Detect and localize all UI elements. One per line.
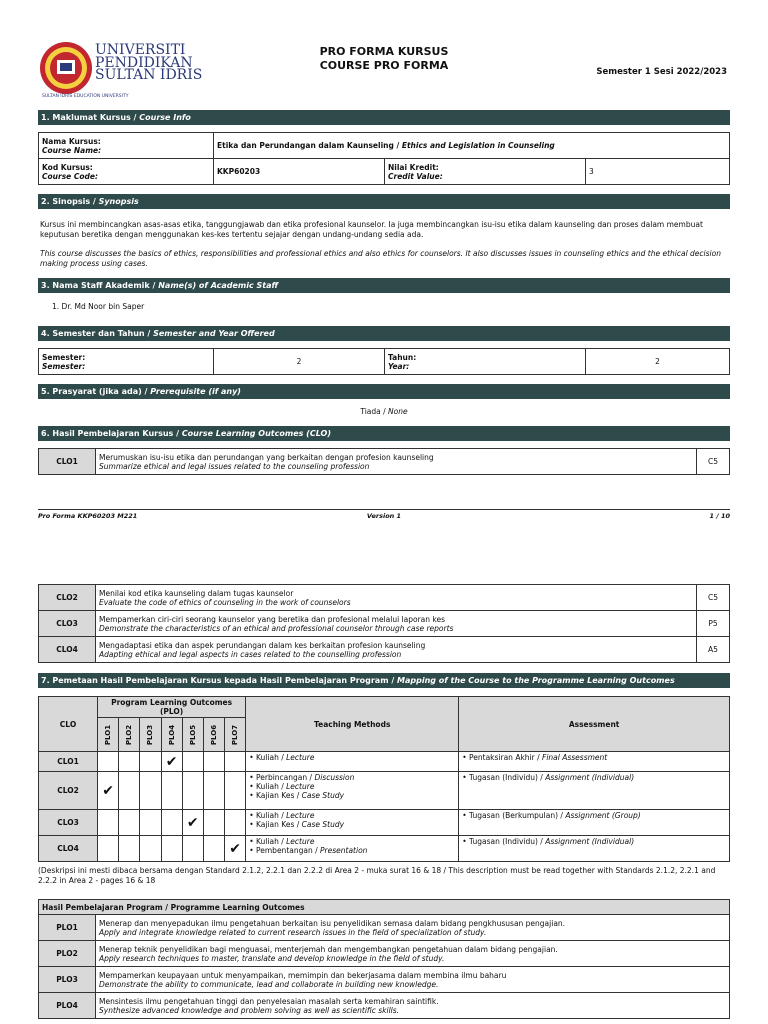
mapping-row: CLO3 ✔ • Kuliah / Lecture • Kajian Kes / Case Study • Tugasan (Berkumpulan) / Assignment (Group) bbox=[39, 810, 730, 836]
course-info-table: Nama Kursus: Course Name: Etika dan Perundangan dalam Kaunseling / Ethics and Legislation in Counseling Kod Kursus: Course Code: KKP60203 Nilai Kredit: Credit Value: 3 bbox=[38, 132, 730, 185]
synopsis-ms: Kursus ini membincangkan asas-asas etika, tanggungjawab dan etika profesional kaunselor. Ia juga membincangkan isu-isu etika dalam kaunseling dan proses dalam membuat keputusan beretika dengan menggunakan kes-kes tertentu sejajar dengan undang-undang sedia ada. bbox=[40, 220, 703, 239]
footer-rule bbox=[38, 509, 730, 510]
clo-table-page1 bbox=[38, 448, 730, 475]
section-2-header: 2. Sinopsis / Synopsis bbox=[38, 194, 730, 209]
semester-table: Semester: Semester: 2 Tahun: Year: 2 bbox=[38, 348, 730, 375]
section-7-header: 7. Pemetaan Hasil Pembelajaran Kursus kepada Hasil Pembelajaran Program / Mapping of the Course to the Programme Learning Outcomes bbox=[38, 673, 730, 688]
university-subtitle: SULTAN IDRIS EDUCATION UNIVERSITY bbox=[42, 94, 129, 99]
plo-row: PLO2 Menerap teknik penyelidikan bagi menguasai, menterjemah dan mengembangkan pengetahuan dalam bidang pengajian. Apply research techniques to master, translate and develop knowledge in the field of study. bbox=[39, 941, 730, 967]
plo-row: PLO1 Menerap dan menyepadukan ilmu pengetahuan berkaitan isu penyelidikan semasa dalam bidang pengkhususan pengajian. Apply and integrate knowledge related to current research issues in the field of specialization of study. bbox=[39, 915, 730, 941]
mapping-row: CLO2 ✔ • Perbincangan / Discussion • Kuliah / Lecture • Kajian Kes / Case Study • Tugasan (Individu) / Assignment (Individual) bbox=[39, 772, 730, 810]
footer-version: Version 1 bbox=[366, 512, 402, 520]
plo-table: Hasil Pembelajaran Program / Programme Learning Outcomes PLO1 Menerap dan menyepadukan ilmu pengetahuan berkaitan isu penyelidikan semasa dalam bidang pengkhususan pengajian. Apply and integrate knowledge related to current research issues in the field of specialization of study. PLO2 Menerap teknik penyelidikan bagi menguasai, menterjemah dan mengembangkan pengetahuan dalam bidang pengajian. Apply research techniques to master, translate and develop knowledge in the field of study. PLO3 Mempamerkan keupayaan untuk menyampaikan, memimpin dan bekerjasama dalam membina ilmu baharu Demonstrate the ability to communicate, lead and collaborate in building new knowledge. PLO4 Mensintesis ilmu pengetahuan tinggi dan penyelesaian masalah serta kemahiran saintifik. Synthesize advanced knowledge and problem solving as well as scientific skills. bbox=[38, 899, 730, 1019]
mapping-note: (Deskripsi ini mesti dibaca bersama dengan Standard 2.1.2, 2.2.1 dan 2.2.2 di Area 2 - muka surat 16 & 18 / This description must be read together with Standards 2.1.2, 2.2.1 and 2.2.2 in Area 2 - pages 16 & 18 bbox=[38, 866, 716, 885]
section-4-header: 4. Semester dan Tahun / Semester and Year Offered bbox=[38, 326, 730, 341]
synopsis-en: This course discusses the basics of ethics, responsibilities and professional ethics and also ethics for counselors. It also discusses issues in counseling ethics and the ethical decision making process using cases. bbox=[40, 249, 721, 268]
clo-table-page2 bbox=[38, 584, 730, 663]
mapping-table: CLO Program Learning Outcomes (PLO) Teaching Methods Assessment PLO1 PLO2 PLO3 PLO4 PLO5 PLO6 PLO7 CLO1 ✔ • Kuliah / Lecture • Pentaksiran Akhir / Final Assessment CLO2 ✔ • Perbincangan / Discussion • Kuliah / Lecture • Kajian Kes / Case Study • Tugasan (Individu) / Assignment (Individual) CLO3 ✔ • Kuliah / Lecture • Kajian Kes / Case Study • Tugasan (Berkumpulan) / Assignment (Group) CLO4 ✔ • Kuliah / Lecture • Pembentangan / Presentation • Tugasan (Individu) / Assignment (Individual) bbox=[38, 696, 730, 862]
footer-page: 1 / 10 bbox=[709, 512, 730, 520]
mapping-row: CLO4 ✔ • Kuliah / Lecture • Pembentangan / Presentation • Tugasan (Individu) / Assignment (Individual) bbox=[39, 836, 730, 862]
page-title: PRO FORMA KURSUS COURSE PRO FORMA bbox=[319, 45, 449, 72]
section-5-header: 5. Prasyarat (jika ada) / Prerequisite (if any) bbox=[38, 384, 730, 399]
plo-row: PLO4 Mensintesis ilmu pengetahuan tinggi dan penyelesaian masalah serta kemahiran saintifik. Synthesize advanced knowledge and problem solving as well as scientific skills. bbox=[39, 993, 730, 1019]
clo-row: CLO1 Merumuskan isu-isu etika dan perundangan yang berkaitan dengan profesion kaunseling Summarize ethical and legal issues related to the counseling profession C5 bbox=[39, 449, 730, 475]
semester-session: Semester 1 Sesi 2022/2023 bbox=[596, 67, 727, 77]
section-1-header: 1. Maklumat Kursus / Course Info bbox=[38, 110, 730, 125]
clo-row: CLO4 Mengadaptasi etika dan aspek perundangan dalam kes berkaitan profesion kaunseling Adapting ethical and legal aspects in cases related to the counselling profession A5 bbox=[39, 637, 730, 663]
clo-row: CLO3 Mempamerkan ciri-ciri seorang kaunselor yang beretika dan profesional melalui laporan kes Demonstrate the characteristics of an ethical and professional counselor through case reports P5 bbox=[39, 611, 730, 637]
university-name: UNIVERSITI PENDIDIKAN SULTAN IDRIS bbox=[95, 42, 203, 83]
clo-row: CLO2 Menilai kod etika kaunseling dalam tugas kaunselor Evaluate the code of ethics of counseling in the work of counselors C5 bbox=[39, 585, 730, 611]
mapping-row: CLO1 ✔ • Kuliah / Lecture • Pentaksiran Akhir / Final Assessment bbox=[39, 752, 730, 772]
plo-row: PLO3 Mempamerkan keupayaan untuk menyampaikan, memimpin dan bekerjasama dalam membina ilmu baharu Demonstrate the ability to communicate, lead and collaborate in building new knowledge. bbox=[39, 967, 730, 993]
footer-left: Pro Forma KKP60203 M221 bbox=[38, 512, 138, 520]
prerequisite: Tiada / None bbox=[360, 407, 408, 416]
section-6-header: 6. Hasil Pembelajaran Kursus / Course Learning Outcomes (CLO) bbox=[38, 426, 730, 441]
section-3-header: 3. Nama Staff Akademik / Name(s) of Academic Staff bbox=[38, 278, 730, 293]
staff-name: 1. Dr. Md Noor bin Saper bbox=[52, 302, 145, 311]
